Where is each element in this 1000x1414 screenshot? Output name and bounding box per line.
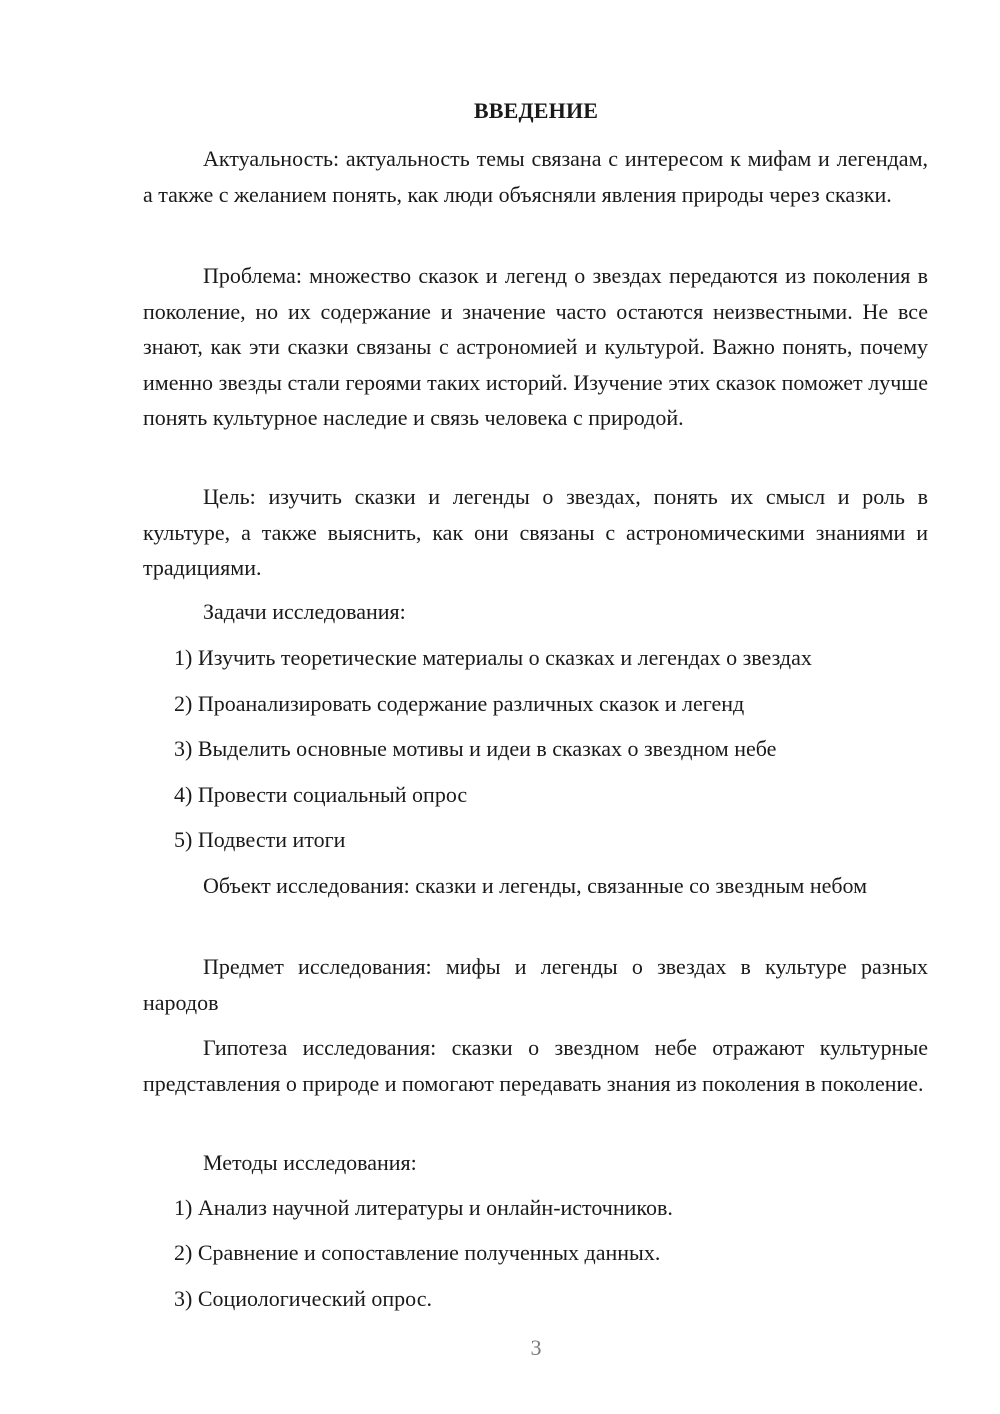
method-item-1: 1) Анализ научной литературы и онлайн-источников. — [174, 1195, 673, 1220]
hypothesis-paragraph: Гипотеза исследования: сказки о звездном небе отражают культурные представления о природе и помогают передавать знания из поколения в поколение. — [143, 1035, 928, 1096]
tasks-heading: Задачи исследования: — [203, 599, 406, 624]
method-item-2: 2) Сравнение и сопоставление полученных данных. — [174, 1240, 661, 1265]
task-item-4: 4) Провести социальный опрос — [174, 782, 468, 807]
methods-heading: Методы исследования: — [203, 1150, 417, 1175]
task-item-1: 1) Изучить теоретические материалы о сказках и легендах о звездах — [174, 645, 812, 670]
problem-paragraph: Проблема: множество сказок и легенд о звездах передаются из поколения в поколение, но их содержание и значение часто остаются неизвестными. Не все знают, как эти сказки связаны с астрономией и культурой. Важно понять, почему именно звезды стали героями таких историй. Изучение этих сказок поможет лучше понять культурное наследие и связь человека с природой. — [143, 263, 928, 430]
task-item-3: 3) Выделить основные мотивы и идеи в сказках о звездном небе — [174, 736, 777, 761]
relevance-paragraph: Актуальность: актуальность темы связана с интересом к мифам и легендам, а также с желанием понять, как люди объясняли явления природы через сказки. — [143, 146, 928, 207]
page-number: 3 — [530, 1335, 542, 1360]
goal-paragraph: Цель: изучить сказки и легенды о звездах, понять их смысл и роль в культуре, а также выяснить, как они связаны с астрономическими знаниями и традициями. — [143, 484, 928, 580]
method-item-3: 3) Социологический опрос. — [174, 1286, 432, 1311]
page-title: ВВЕДЕНИЕ — [473, 98, 599, 123]
object-paragraph: Объект исследования: сказки и легенды, связанные со звездным небом — [203, 873, 868, 898]
task-item-2: 2) Проанализировать содержание различных сказок и легенд — [174, 691, 745, 716]
subject-paragraph: Предмет исследования: мифы и легенды о звездах в культуре разных народов — [143, 954, 928, 1015]
task-item-5: 5) Подвести итоги — [174, 827, 346, 852]
